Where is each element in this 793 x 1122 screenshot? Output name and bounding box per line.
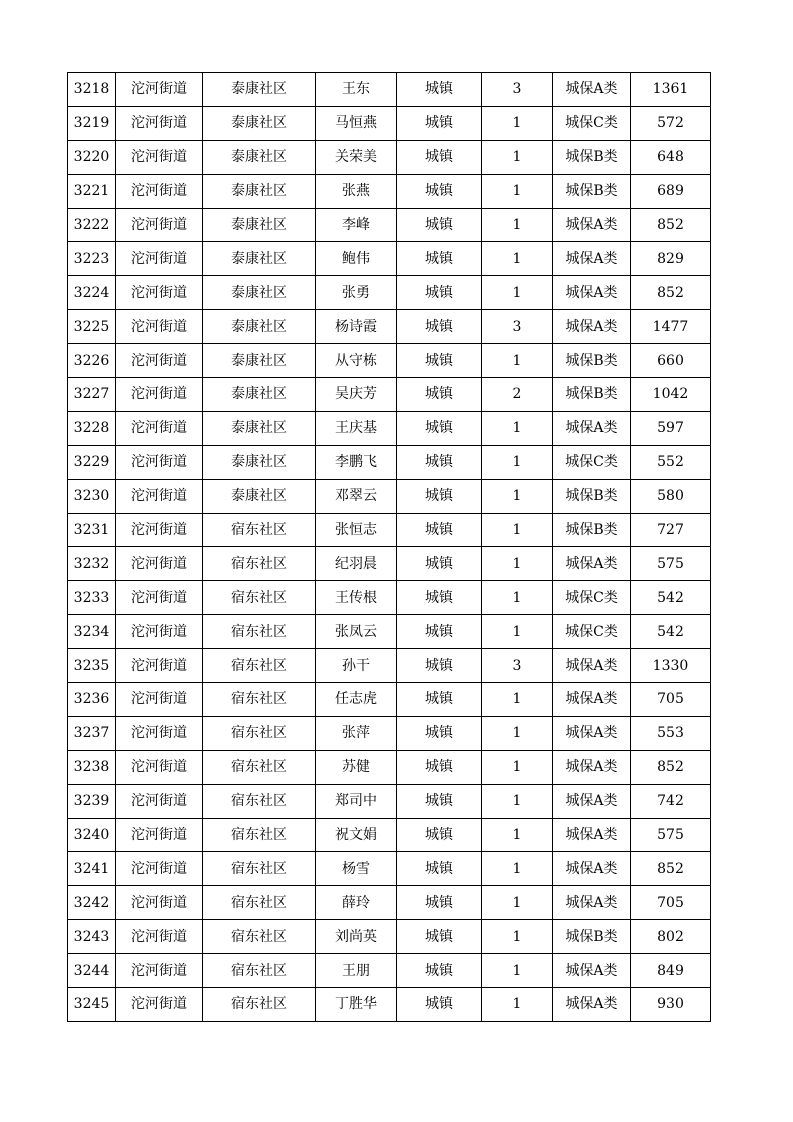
community-cell: 泰康社区 xyxy=(203,140,316,174)
street-cell: 沱河街道 xyxy=(116,106,203,140)
table-row xyxy=(68,174,711,208)
street-cell: 沱河街道 xyxy=(116,886,203,920)
household-type-cell: 城镇 xyxy=(397,378,482,412)
household-size-cell: 1 xyxy=(482,818,553,852)
street-cell: 沱河街道 xyxy=(116,683,203,717)
name-cell: 杨诗霞 xyxy=(316,310,397,344)
table-row xyxy=(68,716,711,750)
community-cell: 宿东社区 xyxy=(203,615,316,649)
table-row xyxy=(68,683,711,717)
table-body xyxy=(68,73,711,1022)
table-row xyxy=(68,988,711,1022)
category-cell: 城保A类 xyxy=(553,276,631,310)
household-size-cell: 3 xyxy=(482,73,553,107)
street-cell: 沱河街道 xyxy=(116,208,203,242)
table-row xyxy=(68,479,711,513)
amount-cell: 930 xyxy=(631,988,711,1022)
household-type-cell: 城镇 xyxy=(397,411,482,445)
community-cell: 泰康社区 xyxy=(203,208,316,242)
amount-cell: 852 xyxy=(631,276,711,310)
name-cell: 王东 xyxy=(316,73,397,107)
amount-cell: 542 xyxy=(631,615,711,649)
household-type-cell: 城镇 xyxy=(397,106,482,140)
record-number-cell: 3233 xyxy=(68,581,116,615)
community-cell: 宿东社区 xyxy=(203,683,316,717)
household-type-cell: 城镇 xyxy=(397,479,482,513)
household-size-cell: 1 xyxy=(482,513,553,547)
amount-cell: 542 xyxy=(631,581,711,615)
household-size-cell: 1 xyxy=(482,140,553,174)
record-number-cell: 3220 xyxy=(68,140,116,174)
household-type-cell: 城镇 xyxy=(397,716,482,750)
table-row xyxy=(68,649,711,683)
name-cell: 王朋 xyxy=(316,954,397,988)
street-cell: 沱河街道 xyxy=(116,649,203,683)
category-cell: 城保A类 xyxy=(553,784,631,818)
community-cell: 宿东社区 xyxy=(203,886,316,920)
table-row xyxy=(68,581,711,615)
category-cell: 城保A类 xyxy=(553,818,631,852)
household-size-cell: 3 xyxy=(482,649,553,683)
household-type-cell: 城镇 xyxy=(397,581,482,615)
amount-cell: 705 xyxy=(631,683,711,717)
household-type-cell: 城镇 xyxy=(397,615,482,649)
community-cell: 泰康社区 xyxy=(203,242,316,276)
street-cell: 沱河街道 xyxy=(116,818,203,852)
record-number-cell: 3243 xyxy=(68,920,116,954)
street-cell: 沱河街道 xyxy=(116,581,203,615)
record-number-cell: 3229 xyxy=(68,445,116,479)
household-size-cell: 1 xyxy=(482,242,553,276)
community-cell: 泰康社区 xyxy=(203,445,316,479)
table-row xyxy=(68,615,711,649)
household-type-cell: 城镇 xyxy=(397,276,482,310)
street-cell: 沱河街道 xyxy=(116,310,203,344)
name-cell: 祝文娟 xyxy=(316,818,397,852)
table-row xyxy=(68,106,711,140)
amount-cell: 849 xyxy=(631,954,711,988)
amount-cell: 552 xyxy=(631,445,711,479)
street-cell: 沱河街道 xyxy=(116,852,203,886)
household-size-cell: 1 xyxy=(482,886,553,920)
table-row xyxy=(68,954,711,988)
data-table xyxy=(67,72,711,1022)
community-cell: 泰康社区 xyxy=(203,276,316,310)
name-cell: 马恒燕 xyxy=(316,106,397,140)
community-cell: 泰康社区 xyxy=(203,106,316,140)
category-cell: 城保C类 xyxy=(553,581,631,615)
category-cell: 城保C类 xyxy=(553,445,631,479)
category-cell: 城保A类 xyxy=(553,411,631,445)
household-size-cell: 1 xyxy=(482,479,553,513)
street-cell: 沱河街道 xyxy=(116,344,203,378)
street-cell: 沱河街道 xyxy=(116,513,203,547)
household-size-cell: 1 xyxy=(482,174,553,208)
record-number-cell: 3244 xyxy=(68,954,116,988)
table-row xyxy=(68,886,711,920)
household-size-cell: 1 xyxy=(482,615,553,649)
amount-cell: 1330 xyxy=(631,649,711,683)
household-size-cell: 3 xyxy=(482,310,553,344)
household-type-cell: 城镇 xyxy=(397,174,482,208)
community-cell: 宿东社区 xyxy=(203,750,316,784)
category-cell: 城保A类 xyxy=(553,852,631,886)
table-row xyxy=(68,208,711,242)
community-cell: 宿东社区 xyxy=(203,649,316,683)
household-size-cell: 1 xyxy=(482,920,553,954)
street-cell: 沱河街道 xyxy=(116,242,203,276)
community-cell: 泰康社区 xyxy=(203,411,316,445)
household-size-cell: 1 xyxy=(482,208,553,242)
community-cell: 泰康社区 xyxy=(203,73,316,107)
category-cell: 城保C类 xyxy=(553,106,631,140)
amount-cell: 852 xyxy=(631,208,711,242)
amount-cell: 1477 xyxy=(631,310,711,344)
household-size-cell: 1 xyxy=(482,784,553,818)
category-cell: 城保A类 xyxy=(553,242,631,276)
community-cell: 泰康社区 xyxy=(203,479,316,513)
record-number-cell: 3236 xyxy=(68,683,116,717)
category-cell: 城保B类 xyxy=(553,174,631,208)
table-row xyxy=(68,750,711,784)
category-cell: 城保A类 xyxy=(553,886,631,920)
table-row xyxy=(68,411,711,445)
community-cell: 泰康社区 xyxy=(203,310,316,344)
community-cell: 宿东社区 xyxy=(203,547,316,581)
name-cell: 孙干 xyxy=(316,649,397,683)
street-cell: 沱河街道 xyxy=(116,479,203,513)
amount-cell: 648 xyxy=(631,140,711,174)
community-cell: 宿东社区 xyxy=(203,513,316,547)
household-size-cell: 1 xyxy=(482,106,553,140)
category-cell: 城保B类 xyxy=(553,140,631,174)
table-row xyxy=(68,378,711,412)
record-number-cell: 3219 xyxy=(68,106,116,140)
household-type-cell: 城镇 xyxy=(397,649,482,683)
name-cell: 邓翠云 xyxy=(316,479,397,513)
amount-cell: 742 xyxy=(631,784,711,818)
category-cell: 城保A类 xyxy=(553,649,631,683)
street-cell: 沱河街道 xyxy=(116,750,203,784)
community-cell: 宿东社区 xyxy=(203,716,316,750)
name-cell: 王传根 xyxy=(316,581,397,615)
table-row xyxy=(68,445,711,479)
household-type-cell: 城镇 xyxy=(397,750,482,784)
name-cell: 张燕 xyxy=(316,174,397,208)
name-cell: 丁胜华 xyxy=(316,988,397,1022)
amount-cell: 597 xyxy=(631,411,711,445)
amount-cell: 689 xyxy=(631,174,711,208)
community-cell: 泰康社区 xyxy=(203,378,316,412)
amount-cell: 1042 xyxy=(631,378,711,412)
household-type-cell: 城镇 xyxy=(397,242,482,276)
record-number-cell: 3222 xyxy=(68,208,116,242)
household-size-cell: 1 xyxy=(482,411,553,445)
category-cell: 城保A类 xyxy=(553,547,631,581)
name-cell: 苏健 xyxy=(316,750,397,784)
household-type-cell: 城镇 xyxy=(397,784,482,818)
amount-cell: 727 xyxy=(631,513,711,547)
community-cell: 宿东社区 xyxy=(203,784,316,818)
amount-cell: 575 xyxy=(631,818,711,852)
name-cell: 任志虎 xyxy=(316,683,397,717)
household-size-cell: 1 xyxy=(482,547,553,581)
record-number-cell: 3226 xyxy=(68,344,116,378)
household-size-cell: 1 xyxy=(482,852,553,886)
street-cell: 沱河街道 xyxy=(116,547,203,581)
table-row xyxy=(68,310,711,344)
street-cell: 沱河街道 xyxy=(116,954,203,988)
household-type-cell: 城镇 xyxy=(397,310,482,344)
household-type-cell: 城镇 xyxy=(397,683,482,717)
household-size-cell: 2 xyxy=(482,378,553,412)
community-cell: 泰康社区 xyxy=(203,344,316,378)
record-number-cell: 3223 xyxy=(68,242,116,276)
community-cell: 宿东社区 xyxy=(203,581,316,615)
record-number-cell: 3228 xyxy=(68,411,116,445)
amount-cell: 580 xyxy=(631,479,711,513)
amount-cell: 660 xyxy=(631,344,711,378)
category-cell: 城保B类 xyxy=(553,378,631,412)
household-size-cell: 1 xyxy=(482,344,553,378)
street-cell: 沱河街道 xyxy=(116,784,203,818)
street-cell: 沱河街道 xyxy=(116,140,203,174)
household-type-cell: 城镇 xyxy=(397,73,482,107)
category-cell: 城保A类 xyxy=(553,954,631,988)
name-cell: 吴庆芳 xyxy=(316,378,397,412)
amount-cell: 705 xyxy=(631,886,711,920)
street-cell: 沱河街道 xyxy=(116,73,203,107)
name-cell: 郑司中 xyxy=(316,784,397,818)
category-cell: 城保B类 xyxy=(553,479,631,513)
category-cell: 城保A类 xyxy=(553,750,631,784)
name-cell: 张萍 xyxy=(316,716,397,750)
record-number-cell: 3240 xyxy=(68,818,116,852)
category-cell: 城保A类 xyxy=(553,73,631,107)
household-size-cell: 1 xyxy=(482,954,553,988)
household-size-cell: 1 xyxy=(482,750,553,784)
household-type-cell: 城镇 xyxy=(397,954,482,988)
household-type-cell: 城镇 xyxy=(397,886,482,920)
category-cell: 城保B类 xyxy=(553,920,631,954)
name-cell: 鲍伟 xyxy=(316,242,397,276)
street-cell: 沱河街道 xyxy=(116,988,203,1022)
category-cell: 城保C类 xyxy=(553,615,631,649)
table-row xyxy=(68,140,711,174)
street-cell: 沱河街道 xyxy=(116,445,203,479)
street-cell: 沱河街道 xyxy=(116,378,203,412)
table-row xyxy=(68,513,711,547)
record-number-cell: 3235 xyxy=(68,649,116,683)
name-cell: 刘尚英 xyxy=(316,920,397,954)
name-cell: 李鹏飞 xyxy=(316,445,397,479)
table-row xyxy=(68,73,711,107)
record-number-cell: 3227 xyxy=(68,378,116,412)
household-size-cell: 1 xyxy=(482,683,553,717)
household-type-cell: 城镇 xyxy=(397,513,482,547)
amount-cell: 852 xyxy=(631,852,711,886)
category-cell: 城保A类 xyxy=(553,716,631,750)
household-type-cell: 城镇 xyxy=(397,344,482,378)
record-number-cell: 3225 xyxy=(68,310,116,344)
name-cell: 杨雪 xyxy=(316,852,397,886)
record-number-cell: 3218 xyxy=(68,73,116,107)
name-cell: 从守栋 xyxy=(316,344,397,378)
category-cell: 城保A类 xyxy=(553,988,631,1022)
table-row xyxy=(68,852,711,886)
household-size-cell: 1 xyxy=(482,988,553,1022)
record-number-cell: 3242 xyxy=(68,886,116,920)
household-type-cell: 城镇 xyxy=(397,852,482,886)
record-number-cell: 3231 xyxy=(68,513,116,547)
table-row xyxy=(68,276,711,310)
street-cell: 沱河街道 xyxy=(116,716,203,750)
household-size-cell: 1 xyxy=(482,716,553,750)
household-size-cell: 1 xyxy=(482,581,553,615)
street-cell: 沱河街道 xyxy=(116,615,203,649)
record-number-cell: 3238 xyxy=(68,750,116,784)
category-cell: 城保B类 xyxy=(553,513,631,547)
household-type-cell: 城镇 xyxy=(397,547,482,581)
community-cell: 宿东社区 xyxy=(203,988,316,1022)
household-size-cell: 1 xyxy=(482,276,553,310)
community-cell: 宿东社区 xyxy=(203,852,316,886)
community-cell: 泰康社区 xyxy=(203,174,316,208)
household-type-cell: 城镇 xyxy=(397,818,482,852)
household-type-cell: 城镇 xyxy=(397,445,482,479)
name-cell: 王庆基 xyxy=(316,411,397,445)
record-number-cell: 3239 xyxy=(68,784,116,818)
community-cell: 宿东社区 xyxy=(203,954,316,988)
street-cell: 沱河街道 xyxy=(116,411,203,445)
name-cell: 薛玲 xyxy=(316,886,397,920)
amount-cell: 1361 xyxy=(631,73,711,107)
street-cell: 沱河街道 xyxy=(116,276,203,310)
table-row xyxy=(68,818,711,852)
record-number-cell: 3232 xyxy=(68,547,116,581)
amount-cell: 802 xyxy=(631,920,711,954)
record-number-cell: 3224 xyxy=(68,276,116,310)
household-type-cell: 城镇 xyxy=(397,920,482,954)
table-row xyxy=(68,242,711,276)
amount-cell: 553 xyxy=(631,716,711,750)
record-number-cell: 3245 xyxy=(68,988,116,1022)
name-cell: 张凤云 xyxy=(316,615,397,649)
name-cell: 纪羽晨 xyxy=(316,547,397,581)
name-cell: 关荣美 xyxy=(316,140,397,174)
category-cell: 城保B类 xyxy=(553,344,631,378)
household-size-cell: 1 xyxy=(482,445,553,479)
record-number-cell: 3241 xyxy=(68,852,116,886)
amount-cell: 852 xyxy=(631,750,711,784)
amount-cell: 572 xyxy=(631,106,711,140)
record-number-cell: 3221 xyxy=(68,174,116,208)
street-cell: 沱河街道 xyxy=(116,920,203,954)
name-cell: 张勇 xyxy=(316,276,397,310)
record-number-cell: 3234 xyxy=(68,615,116,649)
household-type-cell: 城镇 xyxy=(397,208,482,242)
table-row xyxy=(68,784,711,818)
category-cell: 城保A类 xyxy=(553,310,631,344)
amount-cell: 829 xyxy=(631,242,711,276)
amount-cell: 575 xyxy=(631,547,711,581)
household-type-cell: 城镇 xyxy=(397,140,482,174)
record-number-cell: 3230 xyxy=(68,479,116,513)
community-cell: 宿东社区 xyxy=(203,920,316,954)
household-type-cell: 城镇 xyxy=(397,988,482,1022)
record-number-cell: 3237 xyxy=(68,716,116,750)
name-cell: 张恒志 xyxy=(316,513,397,547)
community-cell: 宿东社区 xyxy=(203,818,316,852)
category-cell: 城保A类 xyxy=(553,683,631,717)
name-cell: 李峰 xyxy=(316,208,397,242)
table-row xyxy=(68,547,711,581)
street-cell: 沱河街道 xyxy=(116,174,203,208)
table-row xyxy=(68,920,711,954)
table-row xyxy=(68,344,711,378)
category-cell: 城保A类 xyxy=(553,208,631,242)
